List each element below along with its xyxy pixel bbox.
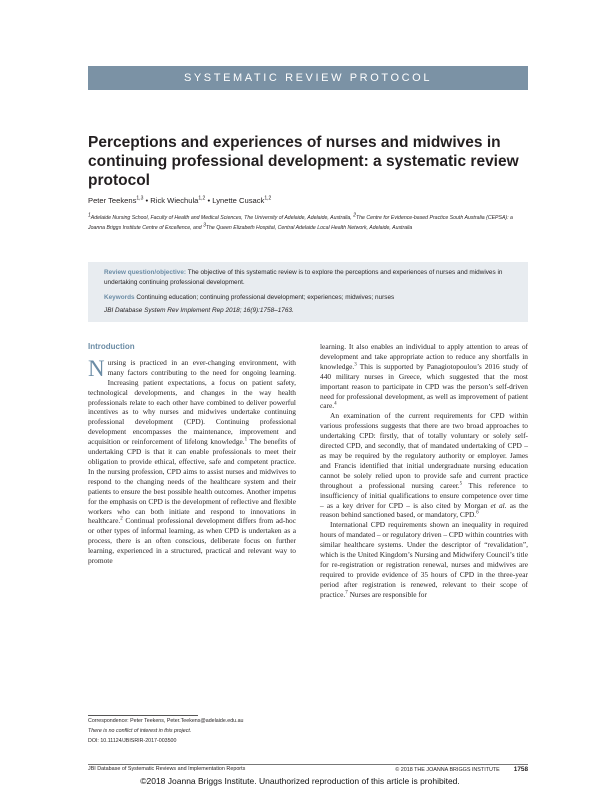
footer-divider: [88, 764, 528, 765]
author-name: Peter Teekens: [88, 196, 137, 205]
article-title: Perceptions and experiences of nurses and midwives in continuing professional development: a systematic review protocol: [88, 134, 519, 189]
conflict-statement: There is no conflict of interest in this project.: [88, 727, 192, 734]
left-column: [88, 342, 296, 566]
author-affiliation-marker: 1,2: [198, 195, 206, 202]
drop-cap: N: [88, 355, 105, 381]
citation: JBI Database System Rev Implement Rep 2018; 16(9):1758–1763.: [104, 307, 294, 314]
author-separator: •: [145, 196, 149, 205]
footnote-divider: [88, 715, 198, 716]
footer-copyright: © 2018 THE JOANNA BRIGGS INSTITUTE: [395, 767, 500, 773]
affiliation-1: Adelaide Nursing School, Faculty of Health and Medical Sciences, The University of Adelaide, Adelaide, Australia,: [90, 215, 354, 221]
affiliation-2: The Centre for Evidence-based Practice South Australia (CEPSA): a Joanna Briggs Institute Centre of Excellence, and: [88, 215, 513, 231]
author-name: Lynette Cusack: [212, 196, 265, 205]
footer-right: [395, 766, 528, 773]
section-heading: Introduction: [88, 342, 135, 351]
affiliation-3: The Queen Elizabeth Hospital, Central Adelaide Local Health Network, Adelaide, Australia: [205, 225, 413, 231]
correspondence: Correspondence: Peter Teekens, Peter.Teekens@adelaide.edu.au: [88, 718, 244, 724]
paragraph: Nursing is practiced in an ever-changing environment, with many factors contributing to the need for ongoing learning. Increasing patient expectations, a focus on patient safety, technological developments, and changes in the way health professionals relate to each other have combined to deliver powerful incentives as to why nurses and midwives undertake continuing professional development (CPD). Continuing professional development encompasses the maintenance, improvement and acquisition or reinforcement of lifelong knowledge.$^1$ The benefits of undertaking CPD is that it can enable professionals to meet their obligation to provide ethical, effective, safe and competent practice. In the nursing profession, CPD aims to assist nurses and midwives to respond to the changing needs of the healthcare system and their patients to ensure the best possible health outcomes. Another impetus for the emphasis on CPD is the development of reflective and flexible workers who can both initiate and respond to innovations in healthcare.$^2$ Continual professional development differs from ad-hoc or other types of informal learning, as when CPD is undertaken as a process, there is an often conscious, deliberate focus on further learning, experienced in a structured, practical and relevant way to promote: [88, 355, 297, 566]
affiliations: $^1$Adelaide Nursing School, Faculty of Health and Medical Sciences, The University of Adelaide, Adelaide, Australia, $^2$The Centre for Evidence-based Practice South Australia (CEPSA): a Joanna Briggs Institute Centre of Excellence, and $^3$The Queen Elizabeth Hospital, Central Adelaide Local Health Network, Adelaide, Australia: [88, 212, 513, 231]
keywords: [104, 293, 514, 303]
footnotes: [88, 717, 338, 747]
review-question: [104, 268, 514, 287]
banner-label: SYSTEMATIC REVIEW PROTOCOL: [183, 72, 433, 84]
author-affiliation-marker: 1,2: [264, 195, 272, 202]
reproduction-notice: ©2018 Joanna Briggs Institute. Unauthorized reproduction of this article is prohibited.: [140, 776, 460, 786]
page-number: 1758: [513, 766, 528, 773]
paragraph: International CPD requirements shown an inequality in required hours of mandated – or regulatory driven – CPD within countries with similar healthcare systems. Under the descriptor of “revalidation”, which is the United Kingdom’s Nursing and Midwifery Council’s title for re-registration or registration renewal, nurses and midwives are required to provide evidence of 35 hours of CPD in the three-year period after registration is renewed, relevant to their scope of practice.$^7$ Nurses are responsible for: [320, 520, 528, 599]
author-separator: •: [207, 196, 211, 205]
paragraph: An examination of the current requirements for CPD within various professions suggests that there are two broad approaches to undertaking CPD: firstly, that of totally voluntary or solely self-directed CPD, and secondly, that of mandated undertaking of CPD – as may be required by the regulatory authority or employer. James and Francis identified that initial undergraduate nursing education cannot be solely relied upon to provide safe and current practice throughout a professional nursing career.$^5$ This reference to insufficiency of initial qualifications to ensure competence over time – as a key driver for CPD – is also cited by Morgan et al. as the reason behind sanctioned based, or mandatory, CPD.$^6$: [320, 411, 529, 520]
review-question-label: Review question/objective:: [104, 269, 187, 276]
paragraph: learning. It also enables an individual to apply attention to areas of development and take appropriate action to reduce any shortfalls in knowledge.$^3$ This is supported by Panagiotopoulou’s 2016 study of 440 military nurses in Greece, which suggested that the most important reason to participate in CPD was the person’s self-driven need for professional development, as well as improvement of patient care.$^4$: [320, 342, 528, 411]
keywords-label: Keywords: [104, 294, 135, 301]
right-column: [320, 342, 528, 600]
journal-name: JBI Database of Systematic Reviews and Implementation Reports: [88, 766, 246, 772]
author-affiliation-marker: 1,3: [136, 195, 144, 202]
author-name: Rick Wiechula: [150, 196, 199, 205]
doi: DOI: 10.11124/JBISRIR-2017-003500: [88, 737, 177, 744]
author-list: [88, 196, 271, 205]
keywords-text: Continuing education; continuing professional development; experiences; midwives; nurses: [136, 294, 395, 301]
review-question-text: The objective of this systematic review is to explore the perceptions and experiences of nurses and midwives in undertaking continuing professional development.: [104, 269, 503, 286]
section-banner: [88, 66, 528, 90]
